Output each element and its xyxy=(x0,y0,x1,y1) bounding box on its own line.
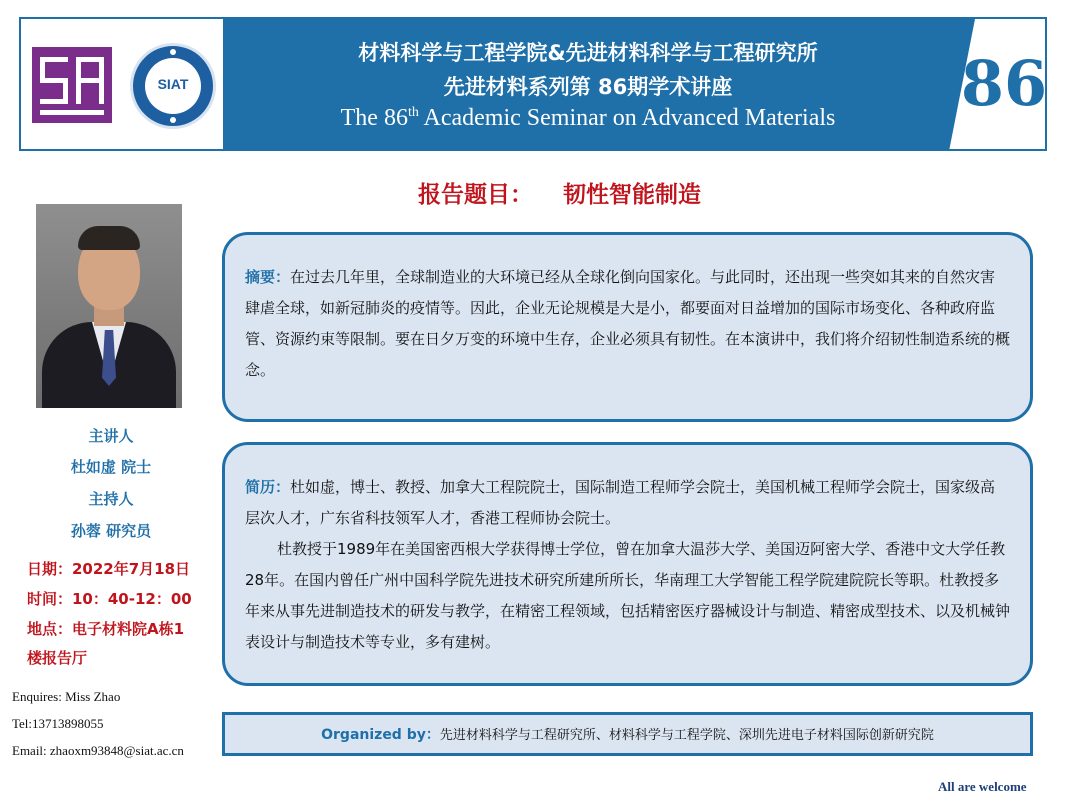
host-name: 孙蓉 研究员 xyxy=(70,522,152,540)
seminar-time: 时间：10：40-12：00 xyxy=(27,590,192,608)
seminar-header xyxy=(19,17,1047,151)
welcome-note: All are welcome xyxy=(938,779,1027,794)
report-topic: 韧性智能制造 xyxy=(563,182,701,208)
bio-text-2: 杜教授于1989年在美国密西根大学获得博士学位，曾在加拿大温莎大学、美国迈阿密大学、香港中文大学任教28年。在国内曾任广州中国科学院先进技术研究所建所所长，华南理工大学智能工程学院建院院长等职。杜教授多年来从事先进制造技术的研发与教学，在精密工程领域，包括精密医疗器械设计与制造、精密成型技术、以及机械钟表设计与制造技术等专业，多有建树。 xyxy=(245,540,1011,651)
report-title-label: 报告题目： xyxy=(418,182,533,208)
abstract-text: 摘要：在过去几年里，全球制造业的大环境已经从全球化倒向国家化。与此同时，还出现一些突如其来的自然灾害肆虐全球，如新冠肺炎的疫情等。因此，企业无论规模是大是小，都要面对日益增加的国际市场变化、各种政府监管、资源约束等限制。要在日夕万变的环境中生存，企业必须具有韧性。在本演讲中，我们将介绍韧性制造系统的概念。 xyxy=(245,268,1011,379)
bio-box xyxy=(222,442,1033,686)
speaker-role: 主讲人 xyxy=(88,427,134,445)
seminar-place: 地点：电子材料院A栋1 xyxy=(27,620,185,638)
organizer-text: 先进材料科学与工程研究所、材料科学与工程学院、深圳先进电子材料国际创新研究院 xyxy=(439,728,934,743)
header-subtitle-cn: 先进材料系列第 86期学术讲座 xyxy=(443,75,733,99)
abstract-label: 摘要： xyxy=(245,268,291,286)
contact-email: Email: zhaoxm93848@siat.ac.cn xyxy=(12,743,184,758)
abstract-box xyxy=(222,232,1033,422)
contact-tel: Tel:13713898055 xyxy=(12,716,104,731)
seminar-date: 日期：2022年7月18日 xyxy=(27,560,191,578)
host-role: 主持人 xyxy=(88,490,134,508)
seminar-number: 86 xyxy=(960,47,1048,120)
header-title-en: The 86th Academic Seminar on Advanced Materials xyxy=(340,105,836,131)
speaker-name: 杜如虚 院士 xyxy=(70,458,152,476)
seminar-place-cont: 楼报告厅 xyxy=(27,649,88,667)
bio-label: 简历： xyxy=(245,478,291,496)
siat-logo-text: SIAT xyxy=(157,76,189,92)
contact-enquires: Enquires: Miss Zhao xyxy=(12,689,121,704)
speaker-photo xyxy=(36,204,182,408)
university-logo xyxy=(32,47,112,123)
organizer-box xyxy=(222,712,1033,756)
header-title-cn: 材料科学与工程学院&先进材料科学与工程研究所 xyxy=(358,41,818,65)
siat-logo xyxy=(130,43,216,129)
report-title xyxy=(418,176,701,209)
organizer-label: Organized by： xyxy=(321,727,440,743)
bio-text-1: 简历：杜如虚，博士、教授、加拿大工程院院士，国际制造工程师学会院士，美国机械工程师学会院士，国家级高层次人才，广东省科技领军人才，香港工程师协会院士。 xyxy=(245,478,996,527)
